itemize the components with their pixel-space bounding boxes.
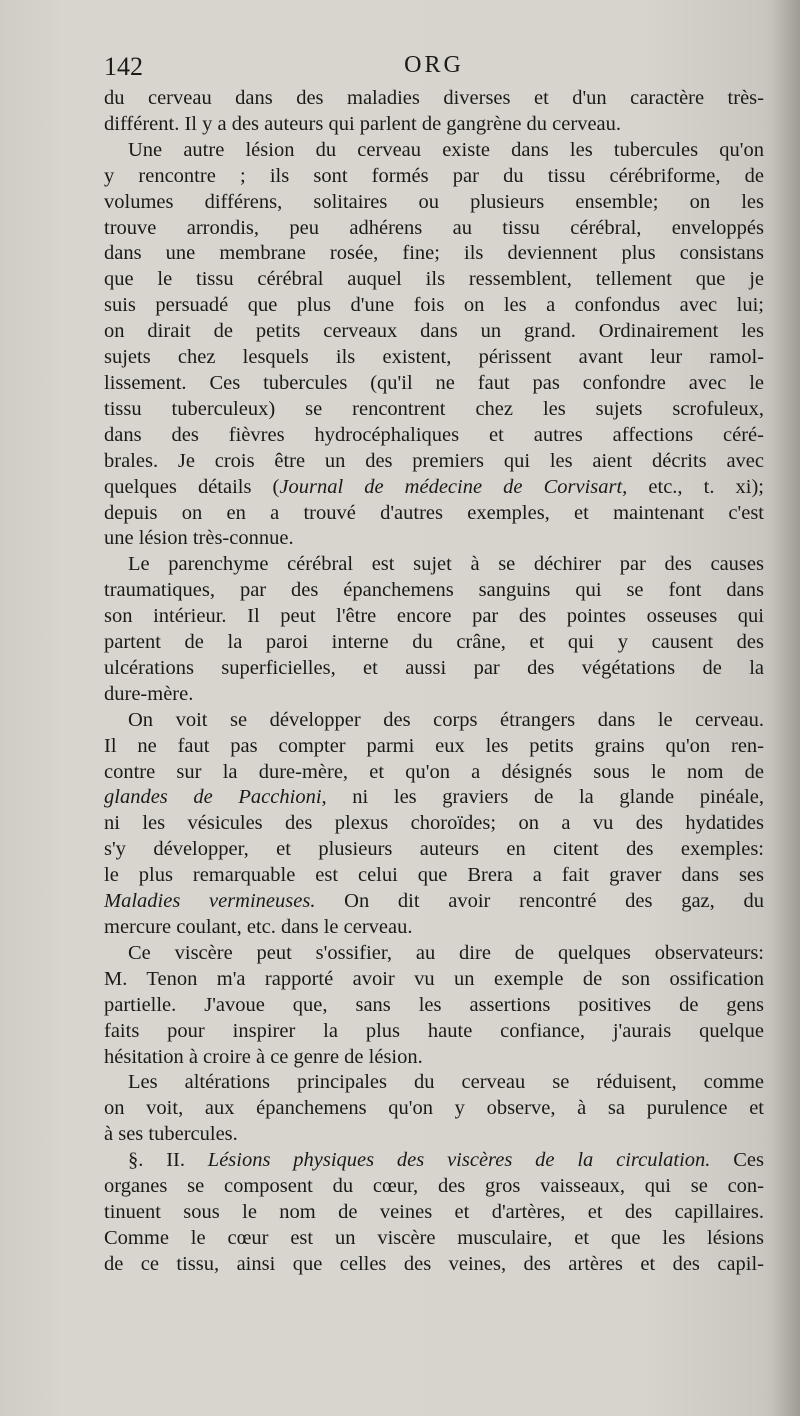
text-line xyxy=(104,1096,764,1122)
text-line xyxy=(104,967,764,993)
text-run: Les altérations principales du cerveau se réduisent, comme xyxy=(128,1071,764,1094)
text-run: dans une membrane rosée, fine; ils deviennent plus consistans xyxy=(104,242,764,265)
text-run: partent de la paroi interne du crâne, et qui y causent des xyxy=(104,631,764,654)
text-line xyxy=(104,449,764,475)
text-run: hésitation à croire à ce genre de lésion. xyxy=(104,1045,423,1068)
text-line xyxy=(104,1200,764,1226)
text-run: , ni les graviers de la glande pinéale, xyxy=(321,786,764,809)
text-run: le plus remarquable est celui que Brera a fait graver dans ses xyxy=(104,864,764,887)
text-line xyxy=(104,811,764,837)
body-text xyxy=(104,86,764,1278)
text-run: On dit avoir rencontré des gaz, du xyxy=(315,890,764,913)
text-run: sujets chez lesquels ils existent, périssent avant leur ramol- xyxy=(104,346,764,369)
text-run: Ce viscère peut s'ossifier, au dire de quelques observateurs: xyxy=(128,941,764,964)
text-line xyxy=(104,760,764,786)
text-line xyxy=(104,423,764,449)
text-run: Comme le cœur est un viscère musculaire, et que les lésions xyxy=(104,1226,764,1249)
text-run: mercure coulant, etc. dans le cerveau. xyxy=(104,916,413,938)
italic-run: Lésions physiques des viscères de la circulation. xyxy=(207,1149,711,1172)
text-line xyxy=(104,889,764,915)
text-line xyxy=(104,941,764,967)
text-line xyxy=(104,267,764,293)
text-run: Il ne faut pas compter parmi eux les petits grains qu'on ren- xyxy=(104,734,764,757)
text-run: contre sur la dure-mère, et qu'on a désignés sous le nom de xyxy=(104,760,764,783)
text-line xyxy=(104,656,764,682)
text-line xyxy=(104,526,764,552)
text-line xyxy=(104,1019,764,1045)
text-line xyxy=(104,993,764,1019)
text-run: lissement. Ces tubercules (qu'il ne faut pas confondre avec le xyxy=(104,371,764,394)
text-line xyxy=(104,915,764,941)
text-line xyxy=(104,86,764,112)
text-line xyxy=(104,785,764,811)
text-run: tinuent sous le nom de veines et d'artères, et des capillaires. xyxy=(104,1200,764,1223)
page-number: 142 xyxy=(104,52,143,81)
text-run: de ce tissu, ainsi que celles des veines, des artères et des capil- xyxy=(104,1252,764,1275)
text-run: organes se composent du cœur, des gros vaisseaux, qui se con- xyxy=(104,1175,764,1198)
text-run: dans des fièvres hydrocéphaliques et autres affections céré- xyxy=(104,423,764,446)
text-run: on dirait de petits cerveaux dans un grand. Ordinairement les xyxy=(104,320,764,343)
text-line xyxy=(104,1252,764,1278)
italic-run: glandes de Pacchioni xyxy=(104,786,322,809)
text-line xyxy=(104,475,764,501)
page-fold-shadow xyxy=(772,0,800,1416)
text-run: partielle. J'avoue que, sans les assertions positives de gens xyxy=(104,993,764,1016)
text-run: à ses tubercules. xyxy=(104,1123,238,1146)
text-line xyxy=(104,501,764,527)
text-run: on voit, aux épanchemens qu'on y observe, à sa purulence et xyxy=(104,1097,764,1120)
italic-run: Maladies vermineuses. xyxy=(104,890,316,913)
text-run: son intérieur. Il peut l'être encore par des pointes osseuses qui xyxy=(104,605,764,628)
text-run: volumes différens, solitaires ou plusieurs ensemble; on les xyxy=(104,190,764,213)
text-run: Ces xyxy=(710,1149,764,1172)
text-run: ni les vésicules des plexus choroïdes; on a vu des hydatides xyxy=(104,812,764,835)
text-line xyxy=(104,1174,764,1200)
text-run: trouve arrondis, peu adhérens au tissu cérébral, enveloppés xyxy=(104,216,764,239)
text-line xyxy=(104,1122,764,1148)
text-line xyxy=(104,1148,764,1174)
running-head: ORG xyxy=(404,52,464,78)
page-header xyxy=(104,52,764,86)
text-run: quelques détails ( xyxy=(104,475,280,498)
text-run: depuis on en a trouvé d'autres exemples, et maintenant c'est xyxy=(104,501,764,524)
text-line xyxy=(104,164,764,190)
text-line xyxy=(104,682,764,708)
text-run: On voit se développer des corps étrangers dans le cerveau. xyxy=(128,708,764,731)
text-run: suis persuadé que plus d'une fois on les a confondus avec lui; xyxy=(104,294,764,317)
text-run: tissu tuberculeux) se rencontrent chez les sujets scrofuleux, xyxy=(104,397,764,420)
text-line xyxy=(104,216,764,242)
text-run: brales. Je crois être un des premiers qui les aient décrits avec xyxy=(104,449,764,472)
text-line xyxy=(104,345,764,371)
text-line xyxy=(104,1045,764,1071)
text-line xyxy=(104,1226,764,1252)
text-line xyxy=(104,863,764,889)
text-line xyxy=(104,552,764,578)
text-run: faits pour inspirer la plus haute confiance, j'aurais quelque xyxy=(104,1019,764,1042)
text-line xyxy=(104,293,764,319)
text-line xyxy=(104,190,764,216)
text-run: dure-mère. xyxy=(104,682,194,705)
text-line xyxy=(104,112,764,138)
italic-run: Journal de médecine de Corvisart, xyxy=(279,475,628,498)
text-run: Une autre lésion du cerveau existe dans les tubercules qu'on xyxy=(128,138,764,161)
text-run: traumatiques, par des épanchemens sanguins qui se font dans xyxy=(104,579,764,602)
text-run: Le parenchyme cérébral est sujet à se déchirer par des causes xyxy=(128,553,764,576)
text-run: ulcérations superficielles, et aussi par des végétations de la xyxy=(104,656,764,679)
text-line xyxy=(104,138,764,164)
text-line xyxy=(104,604,764,630)
text-line xyxy=(104,708,764,734)
text-line xyxy=(104,630,764,656)
text-run: du cerveau dans des maladies diverses et d'un caractère très- xyxy=(104,87,764,109)
text-line xyxy=(104,319,764,345)
text-run: s'y développer, et plusieurs auteurs en citent des exemples: xyxy=(104,838,764,861)
text-line xyxy=(104,837,764,863)
text-line xyxy=(104,734,764,760)
text-line xyxy=(104,397,764,423)
text-line xyxy=(104,241,764,267)
text-line xyxy=(104,371,764,397)
text-run: §. II. xyxy=(128,1149,208,1172)
text-run: M. Tenon m'a rapporté avoir vu un exemple de son ossification xyxy=(104,967,764,990)
text-run: différent. Il y a des auteurs qui parlent de gangrène du cerveau. xyxy=(104,112,622,135)
text-run: une lésion très-connue. xyxy=(104,527,294,550)
text-run: y rencontre ; ils sont formés par du tissu cérébriforme, de xyxy=(104,164,764,187)
text-line xyxy=(104,1070,764,1096)
text-line xyxy=(104,578,764,604)
text-run: etc., t. xi); xyxy=(627,475,764,498)
text-run: que le tissu cérébral auquel ils ressemblent, tellement que je xyxy=(104,268,764,291)
